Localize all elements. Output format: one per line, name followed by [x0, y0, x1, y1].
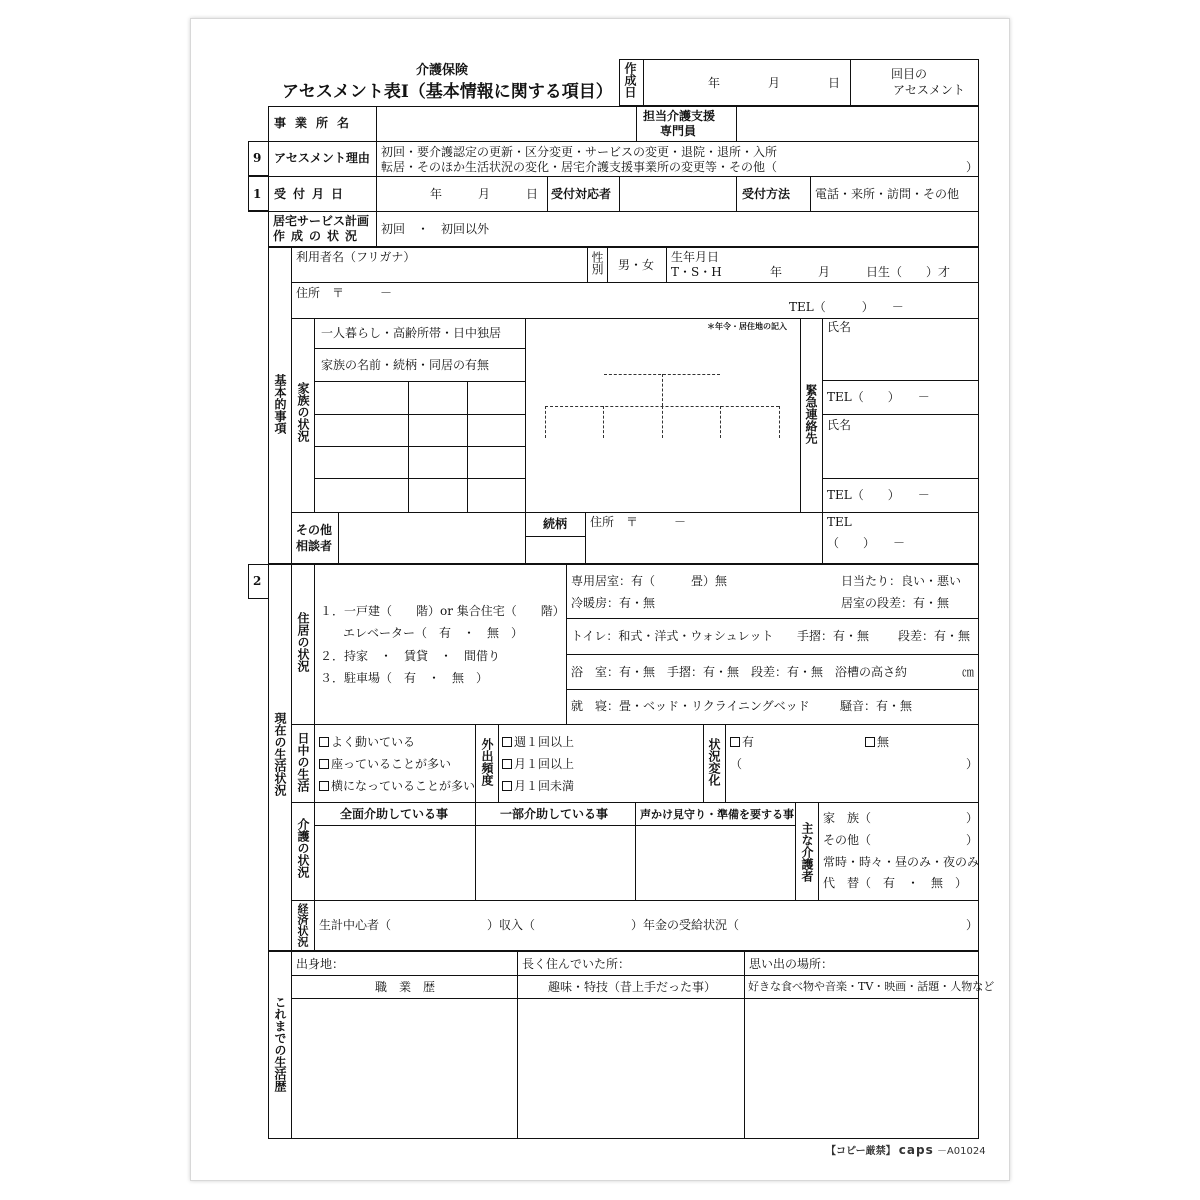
- reception-number: 1: [253, 187, 262, 201]
- assessment-count-label-2: アセスメント: [893, 83, 965, 97]
- career-header: 職 業 歴: [375, 980, 436, 994]
- history-section-label: これまでの生活歴: [273, 996, 287, 1092]
- reception-method-label: 受付方法: [742, 187, 791, 201]
- bathroom[interactable]: 浴 室：有・無 手摺：有・無 段差：有・無 浴槽の高さ約: [571, 665, 908, 679]
- ownership[interactable]: ２．持家 ・ 賃貸 ・ 間借り: [320, 649, 501, 663]
- reception-method-options[interactable]: 電話・来所・訪問・その他: [815, 187, 960, 201]
- emergency-label: 緊急連絡先: [804, 384, 818, 444]
- name-label: 利用者名（フリガナ）: [296, 250, 416, 264]
- copy-notice: 【コピー厳禁】: [826, 1146, 896, 1157]
- noise[interactable]: 騒音：有・無: [840, 699, 913, 713]
- housing-label: 住居の状況: [296, 612, 310, 672]
- created-date[interactable]: 年 月 日: [708, 76, 841, 90]
- memory-place[interactable]: 思い出の場所：: [749, 957, 834, 971]
- birthplace[interactable]: 出身地：: [296, 957, 345, 971]
- user-tel[interactable]: TEL（ ） －: [789, 300, 904, 314]
- living-number: 2: [253, 574, 262, 588]
- genogram-note: ＊年令・居住地の記入: [707, 321, 787, 331]
- reception-label: 受付月日: [274, 187, 351, 201]
- daytime-option-3[interactable]: 横になっていることが多い: [319, 779, 475, 793]
- plan-options[interactable]: 初回 ・ 初回以外: [381, 222, 490, 236]
- consultant-label-2: 相談者: [296, 539, 333, 553]
- outing-label: 外出頻度: [480, 738, 494, 786]
- form-code: －A01024: [936, 1146, 986, 1157]
- checkbox-icon[interactable]: [865, 737, 875, 747]
- family-label: 家族の状況: [296, 382, 310, 442]
- reason-label: アセスメント理由: [274, 151, 370, 165]
- care-label: 介護の状況: [296, 818, 310, 878]
- footer: [826, 1143, 986, 1159]
- outing-option-1[interactable]: 週１回以上: [502, 735, 574, 749]
- change-label: 状況変化: [707, 738, 721, 786]
- consultant-tel-label: TEL: [827, 515, 852, 529]
- toilet-step[interactable]: 段差：有・無: [898, 629, 971, 643]
- consultant-address[interactable]: 住所 〒 －: [590, 515, 687, 529]
- carer-other[interactable]: その他（: [823, 833, 872, 847]
- brand-logo: caps: [898, 1143, 934, 1157]
- sleeping[interactable]: 就 寝：畳・ベッド・リクライニングベッド: [571, 699, 810, 713]
- checkbox-icon[interactable]: [319, 781, 329, 791]
- birth-date[interactable]: 年 月 日生（ ）才: [770, 265, 951, 279]
- created-label: 作成日: [623, 62, 637, 98]
- toilet-rail[interactable]: 手摺：有・無: [797, 629, 870, 643]
- daytime-label: 日中の生活: [296, 732, 310, 792]
- private-room[interactable]: 専用居室：有（ 畳）無: [571, 574, 728, 588]
- main-carer-label: 主な介護者: [800, 822, 814, 882]
- sunlight[interactable]: 日当たり：良い・悪い: [841, 574, 962, 588]
- assessment-count-label: 回目の: [891, 67, 928, 81]
- relation-label: 続柄: [543, 517, 568, 531]
- toilet[interactable]: トイレ：和式・洋式・ウォシュレット: [571, 629, 774, 643]
- plan-label: 居宅サービス計画: [273, 214, 370, 228]
- economy-status[interactable]: 生計中心者（ ）収入（ ）年金の受給状況（: [319, 918, 740, 932]
- care-partial-header: 一部介助している事: [500, 807, 609, 821]
- reason-number: 9: [253, 151, 262, 165]
- living-section-label: 現在の生活状況: [273, 712, 287, 796]
- care-watch-header: 声かけ見守り・準備を要する事: [640, 808, 794, 821]
- office-label: 事業所名: [274, 116, 359, 130]
- daytime-option-1[interactable]: よく動いている: [319, 735, 415, 749]
- long-lived-place[interactable]: 長く住んでいた所：: [522, 957, 631, 971]
- daytime-option-2[interactable]: 座っていることが多い: [319, 757, 451, 771]
- emergency-name-1[interactable]: 氏名: [827, 320, 852, 334]
- checkbox-icon[interactable]: [319, 737, 329, 747]
- change-yes[interactable]: 有: [730, 735, 754, 749]
- outing-option-2[interactable]: 月１回以上: [502, 757, 574, 771]
- checkbox-icon[interactable]: [502, 781, 512, 791]
- hobby-header: 趣味・特技（昔上手だった事）: [548, 980, 717, 994]
- checkbox-icon[interactable]: [502, 737, 512, 747]
- emergency-name-2[interactable]: 氏名: [827, 418, 852, 432]
- checkbox-icon[interactable]: [319, 759, 329, 769]
- aircon[interactable]: 冷暖房：有・無: [571, 596, 656, 610]
- economy-label: 経済状況: [296, 903, 309, 947]
- room-step[interactable]: 居室の段差：有・無: [841, 596, 950, 610]
- change-no[interactable]: 無: [865, 735, 889, 749]
- birth-label: 生年月日: [671, 250, 720, 264]
- checkbox-icon[interactable]: [730, 737, 740, 747]
- emergency-tel-2[interactable]: TEL（ ） －: [827, 488, 930, 502]
- consultant-label: その他: [296, 523, 333, 537]
- carer-substitute[interactable]: 代 替（ 有 ・ 無 ）: [823, 876, 968, 890]
- emergency-tel-1[interactable]: TEL（ ） －: [827, 390, 930, 404]
- sex-options[interactable]: 男・女: [618, 258, 655, 272]
- sex-label: 性別: [590, 251, 604, 275]
- consultant-tel[interactable]: （ ） －: [827, 536, 906, 550]
- family-names-header: 家族の名前・続柄・同居の有無: [321, 358, 490, 372]
- elevator[interactable]: エレベーター（ 有 ・ 無 ）: [343, 626, 524, 640]
- care-full-header: 全面介助している事: [340, 807, 449, 821]
- reason-options-2[interactable]: 転居・そのほか生活状況の変化・居宅介護支援事業所の変更等・その他（: [381, 160, 778, 174]
- form-title: アセスメント表Ⅰ（基本情報に関する項目）: [282, 82, 613, 102]
- family-type[interactable]: 一人暮らし・高齢所帯・日中独居: [321, 326, 502, 340]
- reception-date[interactable]: 年 月 日: [430, 187, 539, 201]
- birth-era[interactable]: T・S・H: [671, 265, 722, 279]
- reception-staff-label: 受付対応者: [551, 187, 612, 201]
- carer-frequency[interactable]: 常時・時々・昼のみ・夜のみ: [823, 855, 980, 869]
- housing-type[interactable]: １．一戸建（ 階）or 集合住宅（ 階）: [320, 604, 565, 618]
- reason-options-1[interactable]: 初回・要介護認定の更新・区分変更・サービスの変更・退院・退所・入所: [381, 145, 778, 159]
- checkbox-icon[interactable]: [502, 759, 512, 769]
- parking[interactable]: ３．駐車場（ 有 ・ 無 ）: [320, 671, 489, 685]
- care-manager-label-2: 専門員: [660, 124, 697, 138]
- basic-section-label: 基本的事項: [273, 374, 287, 434]
- plan-label-2: 作成の状況: [273, 229, 364, 243]
- carer-family[interactable]: 家 族（: [823, 811, 872, 825]
- favorites-header: 好きな食べ物や音楽・TV・映画・話題・人物など: [748, 980, 995, 993]
- care-manager-label: 担当介護支援: [643, 109, 716, 123]
- form-subtitle: 介護保険: [416, 63, 469, 78]
- outing-option-3[interactable]: 月１回未満: [502, 779, 574, 793]
- address-label[interactable]: 住所 〒 －: [296, 286, 393, 300]
